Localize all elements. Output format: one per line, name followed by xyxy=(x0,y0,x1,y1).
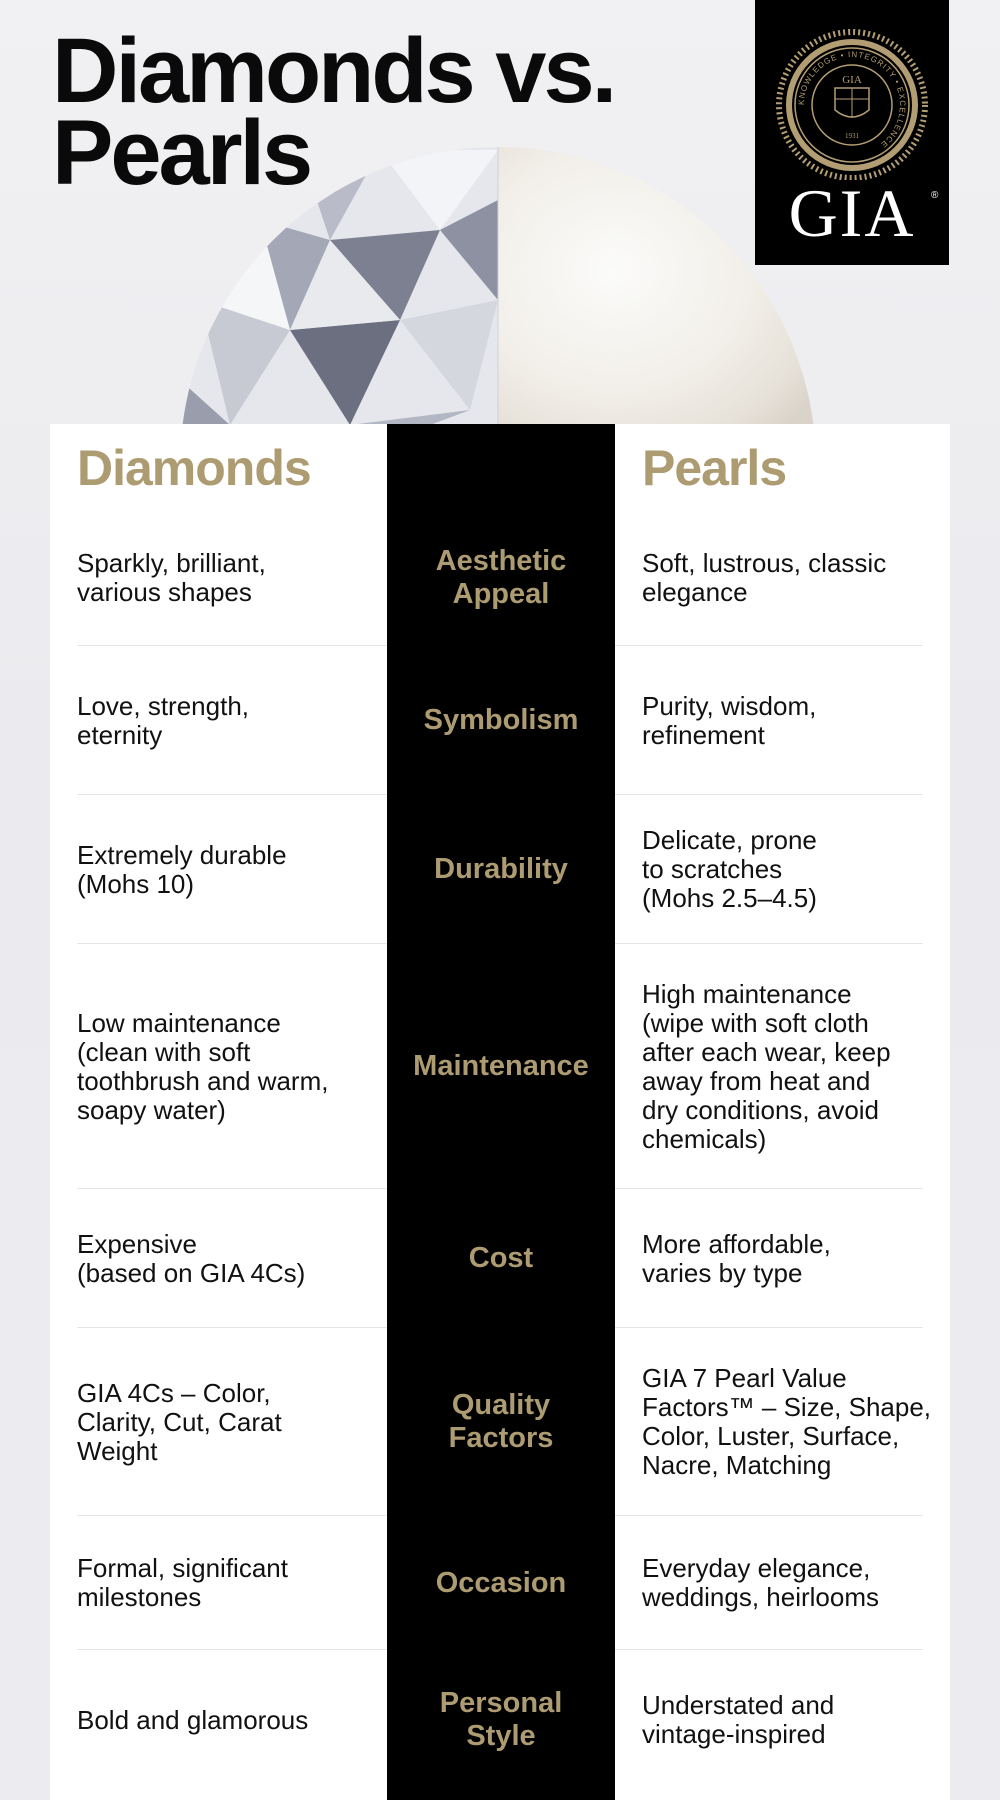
diamonds-cell: Extremely durable (Mohs 10) xyxy=(77,839,287,899)
gia-logo xyxy=(755,0,949,265)
diamonds-cell: Bold and glamorous xyxy=(77,1704,309,1735)
category-label: Maintenance xyxy=(413,1050,589,1082)
table-row-occasion xyxy=(50,1516,950,1650)
pearls-header: Pearls xyxy=(642,440,787,496)
diamonds-cell: Sparkly, brilliant, various shapes xyxy=(77,548,266,607)
table-row-symbolism xyxy=(50,646,950,795)
diamonds-cell: GIA 4Cs – Color, Clarity, Cut, Carat Weight xyxy=(77,1377,282,1466)
seal-ring-text: KNOWLEDGE • INTEGRITY • EXCELLENCE xyxy=(796,49,908,150)
pearls-cell: Understated and vintage-inspired xyxy=(642,1690,835,1749)
table-row-cost xyxy=(50,1189,950,1328)
pearls-cell: More affordable, varies by type xyxy=(642,1228,831,1288)
pearls-cell: GIA 7 Pearl Value Factors™ – Size, Shape, Color, Luster, Surface, Nacre, Matching xyxy=(642,1363,932,1480)
page-title: Diamonds vs. Pearls xyxy=(52,20,615,204)
pearls-cell: Everyday elegance, weddings, heirlooms xyxy=(642,1553,880,1612)
category-label: Durability xyxy=(434,853,568,885)
category-label: Occasion xyxy=(435,1566,567,1599)
pearls-cell: Soft, lustrous, classic elegance xyxy=(642,548,887,607)
category-label: Quality Factors xyxy=(448,1389,554,1454)
diamonds-cell: Low maintenance (clean with soft toothbrush and warm, soapy water) xyxy=(77,1007,329,1125)
pearls-cell: Delicate, prone to scratches (Mohs 2.5–4.5) xyxy=(642,825,817,913)
seal-label: GIA xyxy=(842,74,862,86)
pearls-cell: High maintenance (wipe with soft cloth after each wear, keep away from heat and dry conditions, avoid chemicals) xyxy=(642,978,891,1154)
table-row-personal-style xyxy=(50,1650,950,1790)
table-row-durability xyxy=(50,795,950,944)
diamonds-cell: Love, strength, eternity xyxy=(77,690,249,750)
seal-year: 1931 xyxy=(845,132,859,140)
category-label: Aesthetic Appeal xyxy=(435,545,567,610)
diamonds-cell: Formal, significant milestones xyxy=(77,1553,288,1612)
table-row-aesthetic-appeal xyxy=(50,510,950,646)
registered-mark: ® xyxy=(931,190,939,201)
table-row-maintenance xyxy=(50,944,950,1189)
category-label: Personal Style xyxy=(439,1687,563,1752)
table-row-quality-factors xyxy=(50,1328,950,1516)
diamonds-cell: Expensive (based on GIA 4Cs) xyxy=(77,1228,306,1288)
diamonds-header: Diamonds xyxy=(77,440,311,496)
comparison-table xyxy=(50,424,950,1800)
gia-wordmark: GIA xyxy=(788,175,916,251)
pearls-cell: Purity, wisdom, refinement xyxy=(642,690,817,750)
gia-seal-icon xyxy=(755,0,949,180)
category-label: Symbolism xyxy=(423,704,579,736)
category-label: Cost xyxy=(468,1242,534,1274)
